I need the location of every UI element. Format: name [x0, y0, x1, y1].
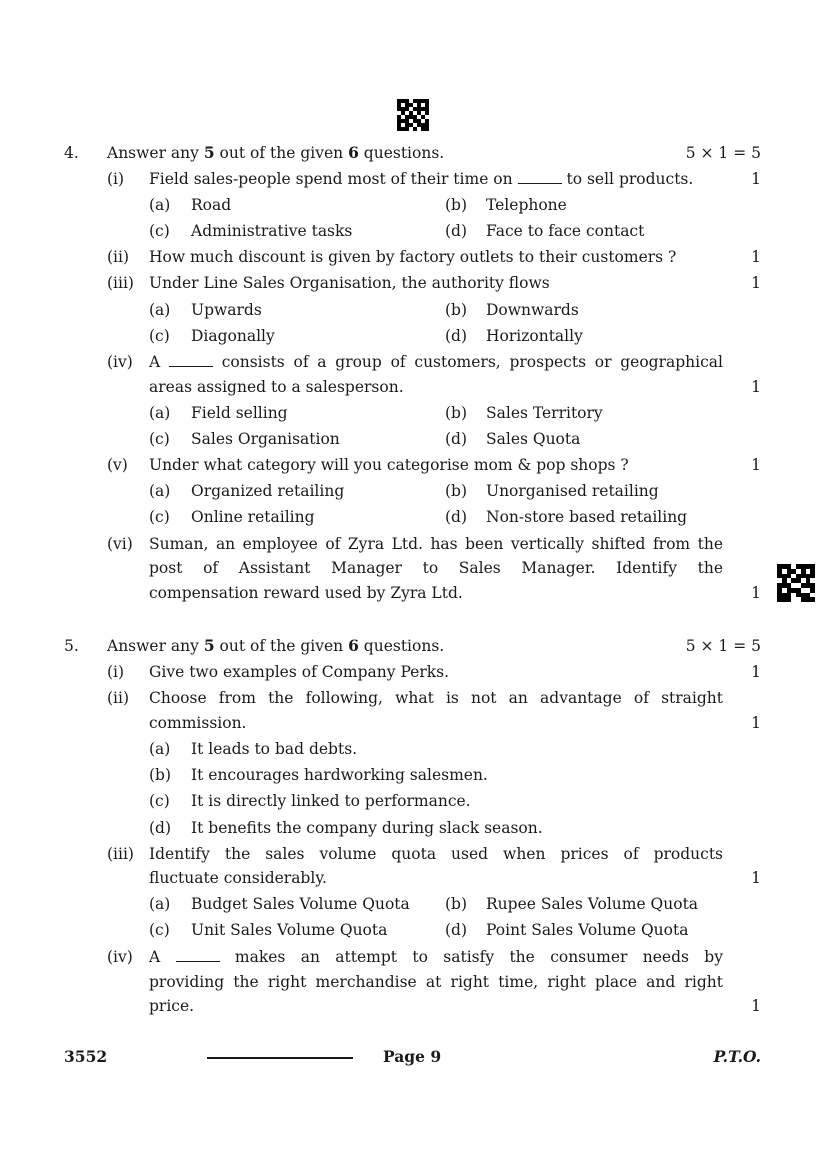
item-number: (i)	[107, 663, 125, 681]
option-letter: (a)	[149, 482, 171, 500]
fill-blank	[176, 949, 220, 962]
footer-divider	[207, 1057, 353, 1059]
option-text: Rupee Sales Volume Quota	[486, 895, 699, 913]
option-text: Point Sales Volume Quota	[486, 921, 689, 939]
option-letter: (b)	[149, 766, 172, 784]
item-mark: 1	[751, 869, 761, 887]
item-mark: 1	[751, 714, 761, 732]
option-letter: (d)	[445, 921, 468, 939]
option-text: Unit Sales Volume Quota	[191, 921, 388, 939]
item-number: (vi)	[107, 535, 133, 553]
option-letter: (b)	[445, 895, 468, 913]
question-text: Under Line Sales Organisation, the authority flows	[149, 274, 550, 292]
pto-label: P.T.O.	[713, 1047, 761, 1066]
question-text: providing the right merchandise at right time, right place and right	[149, 973, 723, 991]
option-letter: (b)	[445, 196, 468, 214]
option-letter: (b)	[445, 482, 468, 500]
option-text: Online retailing	[191, 508, 315, 526]
option-text: It is directly linked to performance.	[191, 792, 471, 810]
option-text: Sales Territory	[486, 404, 603, 422]
option-text: Road	[191, 196, 232, 214]
qr-code-top	[397, 99, 429, 131]
q5-instruction: Answer any 5 out of the given 6 questions.	[107, 636, 445, 655]
question-text: post of Assistant Manager to Sales Manager. Identify the	[149, 559, 723, 577]
option-letter: (a)	[149, 404, 171, 422]
option-letter: (c)	[149, 508, 170, 526]
option-text: Telephone	[486, 196, 567, 214]
qr-code-side	[777, 564, 815, 602]
option-letter: (d)	[445, 222, 468, 240]
option-letter: (b)	[445, 404, 468, 422]
page-number: Page 9	[383, 1047, 442, 1066]
item-number: (ii)	[107, 248, 130, 266]
question-text: fluctuate considerably.	[149, 869, 327, 887]
question-text: Give two examples of Company Perks.	[149, 663, 450, 681]
q5-number: 5.	[64, 637, 79, 655]
option-text: Budget Sales Volume Quota	[191, 895, 410, 913]
option-text: Upwards	[191, 301, 262, 319]
option-letter: (a)	[149, 740, 171, 758]
question-text: A consists of a group of customers, prospects or geographical	[149, 353, 723, 371]
option-letter: (c)	[149, 327, 170, 345]
item-number: (iv)	[107, 353, 133, 371]
option-letter: (c)	[149, 430, 170, 448]
option-text: Administrative tasks	[191, 222, 353, 240]
option-letter: (a)	[149, 895, 171, 913]
item-mark: 1	[751, 170, 761, 188]
option-letter: (a)	[149, 301, 171, 319]
option-text: Face to face contact	[486, 222, 645, 240]
fill-blank	[169, 354, 213, 367]
question-text: compensation reward used by Zyra Ltd.	[149, 584, 463, 602]
option-letter: (d)	[149, 819, 172, 837]
question-text: areas assigned to a salesperson.	[149, 378, 404, 396]
option-letter: (b)	[445, 301, 468, 319]
question-text: price.	[149, 997, 195, 1015]
question-text: Identify the sales volume quota used when prices of products	[149, 845, 723, 863]
item-number: (iii)	[107, 274, 134, 292]
option-letter: (a)	[149, 196, 171, 214]
q4-number: 4.	[64, 144, 79, 162]
item-mark: 1	[751, 274, 761, 292]
option-text: Downwards	[486, 301, 579, 319]
q4-marks: 5 × 1 = 5	[685, 144, 761, 162]
option-letter: (d)	[445, 327, 468, 345]
question-text: Field sales-people spend most of their time on to sell products.	[149, 170, 694, 188]
option-text: It leads to bad debts.	[191, 740, 358, 758]
option-letter: (c)	[149, 921, 170, 939]
item-number: (iii)	[107, 845, 134, 863]
item-mark: 1	[751, 663, 761, 681]
question-text: How much discount is given by factory outlets to their customers ?	[149, 248, 677, 266]
question-text: commission.	[149, 714, 247, 732]
question-text: A makes an attempt to satisfy the consumer needs by	[149, 948, 723, 966]
option-text: Diagonally	[191, 327, 275, 345]
item-number: (v)	[107, 456, 128, 474]
question-text: Under what category will you categorise mom & pop shops ?	[149, 456, 629, 474]
option-text: It benefits the company during slack season.	[191, 819, 543, 837]
option-text: Horizontally	[486, 327, 583, 345]
q5-marks: 5 × 1 = 5	[685, 637, 761, 655]
q4-instruction: Answer any 5 out of the given 6 questions.	[107, 143, 445, 162]
option-text: Organized retailing	[191, 482, 345, 500]
fill-blank	[518, 171, 562, 184]
option-text: Sales Quota	[486, 430, 581, 448]
item-mark: 1	[751, 248, 761, 266]
item-number: (ii)	[107, 689, 130, 707]
option-letter: (c)	[149, 222, 170, 240]
item-mark: 1	[751, 456, 761, 474]
paper-code: 3552	[64, 1047, 108, 1066]
item-mark: 1	[751, 997, 761, 1015]
item-number: (iv)	[107, 948, 133, 966]
option-text: Sales Organisation	[191, 430, 340, 448]
item-number: (i)	[107, 170, 125, 188]
option-text: Unorganised retailing	[486, 482, 659, 500]
option-letter: (c)	[149, 792, 170, 810]
item-mark: 1	[751, 378, 761, 396]
question-text: Suman, an employee of Zyra Ltd. has been vertically shifted from the	[149, 535, 723, 553]
question-text: Choose from the following, what is not an advantage of straight	[149, 689, 723, 707]
option-text: It encourages hardworking salesmen.	[191, 766, 488, 784]
option-letter: (d)	[445, 508, 468, 526]
item-mark: 1	[751, 584, 761, 602]
option-letter: (d)	[445, 430, 468, 448]
option-text: Non-store based retailing	[486, 508, 688, 526]
option-text: Field selling	[191, 404, 288, 422]
